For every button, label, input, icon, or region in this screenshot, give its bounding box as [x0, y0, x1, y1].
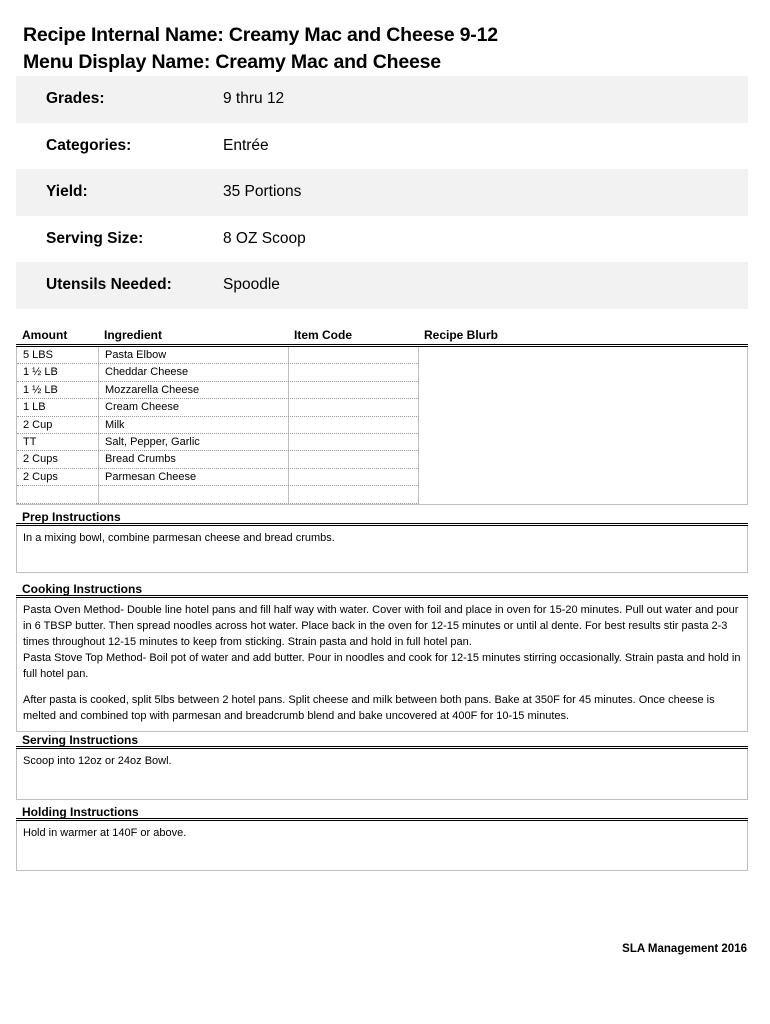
holding-instructions-box — [16, 821, 748, 871]
info-row-serving-size — [16, 216, 748, 263]
holding-instructions-section — [16, 803, 748, 871]
recipe-internal-name: Recipe Internal Name: Creamy Mac and Cheese 9-12 — [23, 24, 498, 46]
footer-credit: SLA Management 2016 — [622, 943, 747, 955]
column-header-recipe-blurb: Recipe Blurb — [424, 327, 499, 342]
serving-instructions-section — [16, 731, 748, 800]
ingredient-cell: Pasta Elbow — [99, 347, 289, 363]
cooking-stove-method: Pasta Stove Top Method- Boil pot of water and add butter. Pour in noodles and cook for 12-15 minutes stirring occasionally. Strain pasta and hold in full hotel pan. — [23, 652, 741, 680]
prep-instructions-text: In a mixing bowl, combine parmesan cheese and bread crumbs. — [23, 532, 335, 544]
item-code-cell — [289, 486, 419, 502]
info-label: Serving Size: — [46, 229, 144, 247]
holding-instructions-text: Hold in warmer at 140F or above. — [23, 827, 187, 839]
item-code-cell — [289, 399, 419, 415]
serving-instructions-text: Scoop into 12oz or 24oz Bowl. — [23, 755, 172, 767]
table-row — [17, 434, 419, 451]
prep-instructions-box — [16, 526, 748, 573]
item-code-cell — [289, 417, 419, 433]
item-code-cell — [289, 434, 419, 450]
column-header-amount: Amount — [22, 327, 68, 342]
info-value: 35 Portions — [223, 183, 302, 201]
holding-instructions-title: Holding Instructions — [16, 803, 748, 821]
cooking-instructions-title: Cooking Instructions — [16, 580, 748, 598]
info-row-yield — [16, 169, 748, 216]
amount-cell: 1 ½ LB — [17, 382, 99, 398]
cooking-instructions-section — [16, 580, 748, 732]
column-header-item-code: Item Code — [294, 327, 353, 342]
cooking-oven-method: Pasta Oven Method- Double line hotel pans and fill half way with water. Cover with foil and place in oven for 15-20 minutes. Pull out water and pour in 6 TBSP butter. Then spread noodles across hot water. Place back in the oven for 12-15 minutes or until al dente. For best results stir pasta 2-3 times throughout 12-15 minutes to keep from sticking. Strain pasta and hold in full hotel pan. — [23, 604, 739, 648]
amount-cell — [17, 486, 99, 502]
info-value: Entrée — [223, 136, 269, 154]
table-row — [17, 364, 419, 381]
amount-cell: 2 Cups — [17, 469, 99, 485]
item-code-cell — [289, 382, 419, 398]
ingredient-cell: Parmesan Cheese — [99, 469, 289, 485]
ingredients-header — [16, 325, 748, 347]
ingredient-cell: Cream Cheese — [99, 399, 289, 415]
recipe-titles — [23, 22, 498, 76]
table-row — [17, 486, 419, 503]
amount-cell: 2 Cup — [17, 417, 99, 433]
item-code-cell — [289, 364, 419, 380]
amount-cell: 5 LBS — [17, 347, 99, 363]
table-row — [17, 451, 419, 468]
item-code-cell — [289, 451, 419, 467]
info-value: 9 thru 12 — [223, 90, 285, 108]
info-value: 8 OZ Scoop — [223, 229, 306, 247]
info-row-categories — [16, 123, 748, 170]
ingredient-rows — [17, 347, 419, 504]
cooking-after-pasta: After pasta is cooked, split 5lbs between 2 hotel pans. Split cheese and milk between both pans. Bake at 350F for 45 minutes. Once cheese is melted and combined top with parmesan and breadcrumb blend and bake uncovered at 400F for 10-15 minutes. — [23, 694, 715, 722]
ingredient-cell: Bread Crumbs — [99, 451, 289, 467]
serving-instructions-title: Serving Instructions — [16, 731, 748, 749]
item-code-cell — [289, 469, 419, 485]
ingredient-cell: Mozzarella Cheese — [99, 382, 289, 398]
info-label: Yield: — [46, 183, 88, 201]
ingredients-body — [16, 347, 748, 505]
info-value: Spoodle — [223, 276, 280, 294]
amount-cell: TT — [17, 434, 99, 450]
ingredient-cell: Milk — [99, 417, 289, 433]
info-label: Categories: — [46, 136, 132, 154]
amount-cell: 1 LB — [17, 399, 99, 415]
info-row-grades — [16, 76, 748, 123]
serving-instructions-box — [16, 749, 748, 800]
table-row — [17, 399, 419, 416]
table-row — [17, 382, 419, 399]
table-row — [17, 347, 419, 364]
recipe-info-table — [16, 76, 748, 309]
ingredients-table — [16, 325, 748, 505]
item-code-cell — [289, 347, 419, 363]
cooking-instructions-box — [16, 598, 748, 732]
info-label: Grades: — [46, 90, 105, 108]
ingredient-cell: Salt, Pepper, Garlic — [99, 434, 289, 450]
ingredient-cell — [99, 486, 289, 502]
amount-cell: 1 ½ LB — [17, 364, 99, 380]
amount-cell: 2 Cups — [17, 451, 99, 467]
table-row — [17, 417, 419, 434]
prep-instructions-title: Prep Instructions — [16, 508, 748, 526]
prep-instructions-section — [16, 508, 748, 573]
info-row-utensils — [16, 262, 748, 309]
info-label: Utensils Needed: — [46, 276, 172, 294]
column-header-ingredient: Ingredient — [104, 327, 163, 342]
menu-display-name: Menu Display Name: Creamy Mac and Cheese — [23, 51, 441, 73]
ingredient-cell: Cheddar Cheese — [99, 364, 289, 380]
table-row — [17, 469, 419, 486]
recipe-blurb-cell — [419, 347, 747, 504]
